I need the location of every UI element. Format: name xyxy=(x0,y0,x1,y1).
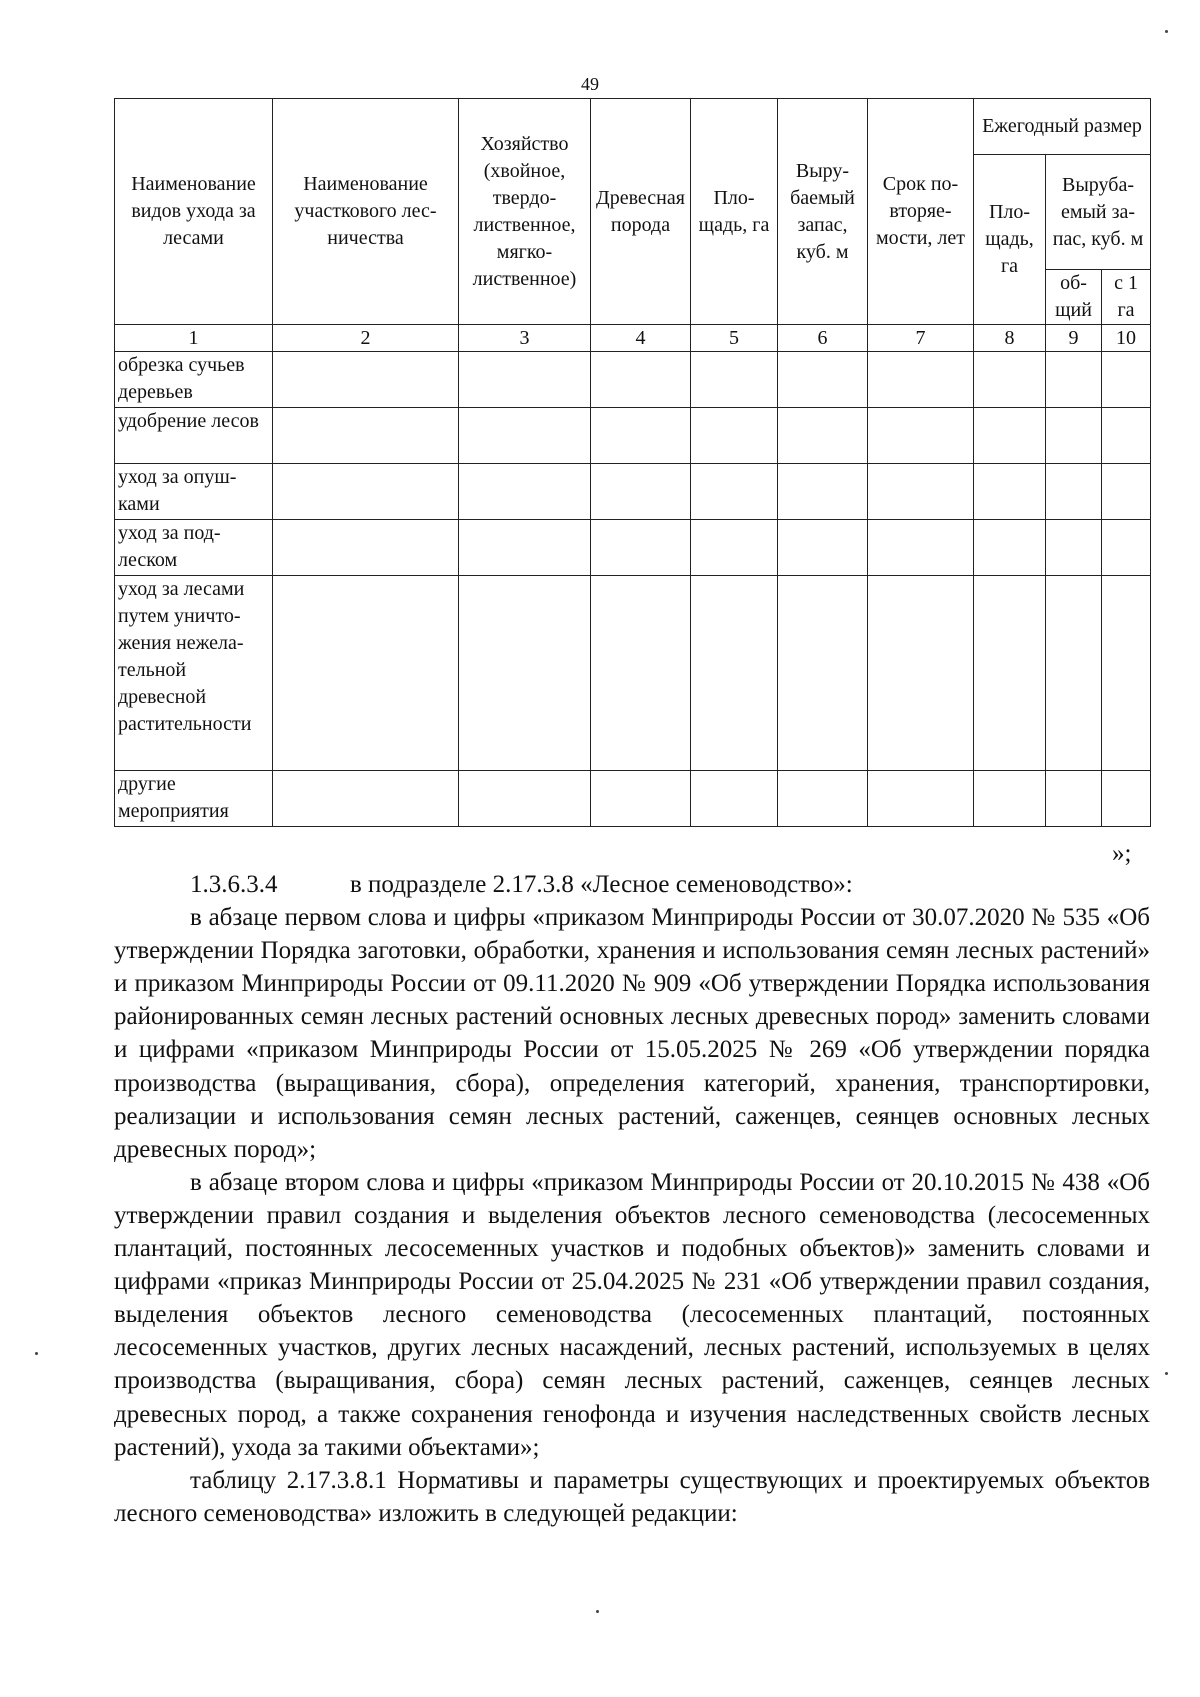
item-heading-paragraph xyxy=(114,868,1150,901)
column-number: 5 xyxy=(691,325,778,352)
table-row xyxy=(115,464,1151,520)
paragraph-2: в абзаце втором слова и цифры «приказом Минприроды России от 20.10.2015 № 438 «Об утверждении правил создания и выделения объектов лесного семеноводства (лесосеменных плантаций, постоянных лесосеменных участков и подобных объектов)» заменить словами и цифрами «приказ Минприроды России от 25.04.2025 № 231 «Об утверждении правил создания, выделения объектов лесного семеноводства (лесосеменных плантаций, постоянных лесосеменных участков, других лесных насаждений, лесных растений, используемых в целях производства (выращивания, сбора) семян лесных растений, саженцев, сеянцев лесных древесных пород, а также сохранения генофонда и изучения наследственных свойств лесных растений), ухода за такими объектами»; xyxy=(114,1168,1150,1461)
table-closing-quote: »; xyxy=(1112,840,1132,867)
row-name: уход за опушками xyxy=(115,464,273,520)
header-annual-volume: Вырубаемый запас, куб. м xyxy=(1046,155,1151,270)
item-heading: в подразделе 2.17.3.8 «Лесное семеноводство»: xyxy=(350,871,853,898)
scan-speck xyxy=(35,1352,38,1355)
row-name: уход за лесами путем уничтожения нежелательной древесной растительности xyxy=(115,576,273,771)
scan-speck xyxy=(1165,1372,1168,1375)
header-forestry-district: Наименование участкового лесничества xyxy=(273,99,459,325)
page-number: 49 xyxy=(581,74,599,94)
scan-speck xyxy=(1165,30,1168,33)
table-row xyxy=(115,352,1151,408)
table-row xyxy=(115,576,1151,771)
header-volume-total: общий xyxy=(1046,270,1102,325)
column-number: 1 xyxy=(115,325,273,352)
scan-speck xyxy=(596,1610,599,1613)
header-care-type: Наименование видов ухода за лесами xyxy=(115,99,273,325)
column-number-row xyxy=(115,325,1151,352)
column-number: 2 xyxy=(273,325,459,352)
column-number: 8 xyxy=(974,325,1046,352)
row-name: другие мероприятия xyxy=(115,771,273,827)
paragraph-1: в абзаце первом слова и цифры «приказом Минприроды России от 30.07.2020 № 535 «Об утверждении Порядка заготовки, обработки, хранения и использования семян лесных растений» и приказом Минприроды России от 09.11.2020 № 909 «Об утверждении Порядка использования районированных семян лесных растений основных лесных древесных пород» заменить словами и цифрами «приказом Минприроды России от 15.05.2025 № 269 «Об утверждении порядка производства (выращивания, сбора), определения категорий, хранения, транспортировки, реализации и использования семян лесных растений, саженцев, сеянцев основных лесных древесных пород»; xyxy=(114,904,1150,1163)
header-area: Площадь, га xyxy=(691,99,778,325)
column-number: 6 xyxy=(778,325,868,352)
column-number: 3 xyxy=(459,325,591,352)
table-row xyxy=(115,408,1151,464)
row-name: удобрение лесов xyxy=(115,408,273,464)
header-farm-type: Хозяйство (хвойное, твердолиственное, мягколиственное) xyxy=(459,99,591,325)
header-volume-per-ha: с 1 га xyxy=(1102,270,1151,325)
header-repeat-period: Срок повторяемости, лет xyxy=(868,99,974,325)
header-annual-size: Ежегодный размер xyxy=(974,99,1151,155)
amendment-text xyxy=(114,868,1150,1530)
header-tree-species: Древесная порода xyxy=(591,99,691,325)
column-number: 4 xyxy=(591,325,691,352)
column-number: 7 xyxy=(868,325,974,352)
column-number: 10 xyxy=(1102,325,1151,352)
column-number: 9 xyxy=(1046,325,1102,352)
item-number: 1.3.6.3.4 xyxy=(190,871,278,898)
row-name: уход за подлеском xyxy=(115,520,273,576)
paragraph-3: таблицу 2.17.3.8.1 Нормативы и параметры существующих и проектируемых объектов лесного семеноводства» изложить в следующей редакции: xyxy=(114,1466,1150,1527)
row-name: обрезка сучьев деревьев xyxy=(115,352,273,408)
header-harvested-volume: Вырубаемый запас, куб. м xyxy=(778,99,868,325)
forest-care-table xyxy=(114,98,1151,827)
table-row xyxy=(115,771,1151,827)
header-annual-area: Площадь, га xyxy=(974,155,1046,325)
table-row xyxy=(115,520,1151,576)
